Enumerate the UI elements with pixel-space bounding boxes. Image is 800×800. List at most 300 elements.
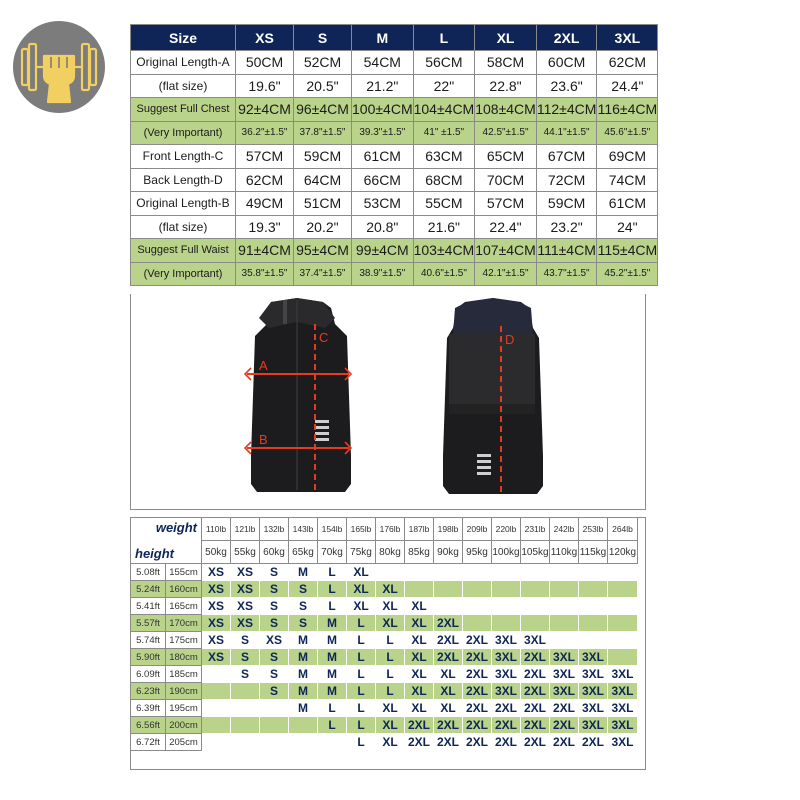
recommended-size: 2XL [434, 615, 463, 632]
label-b: B [259, 432, 268, 447]
recommended-size [521, 598, 550, 615]
size-value: 19.6" [236, 74, 294, 98]
recommended-size [202, 734, 231, 751]
weight-lb: 198lb [434, 518, 463, 541]
recommended-size: 3XL [579, 683, 608, 700]
size-value: 24.4" [597, 74, 658, 98]
recommended-size: 3XL [521, 632, 550, 649]
recommended-size: L [347, 666, 376, 683]
recommended-size: XL [376, 581, 405, 598]
recommended-size: 3XL [579, 666, 608, 683]
size-value: 42.5"±1.5" [475, 121, 537, 145]
recommended-size: 3XL [550, 666, 579, 683]
recommended-size [550, 581, 579, 598]
size-row-label: (flat size) [131, 74, 236, 98]
recommended-size: L [318, 581, 347, 598]
size-row-label: Suggest Full Chest [131, 98, 236, 122]
recommended-size: 3XL [550, 683, 579, 700]
recommended-size: XS [202, 615, 231, 632]
size-value: 22.4" [475, 215, 537, 239]
weight-lb: 176lb [376, 518, 405, 541]
label-d: D [505, 332, 515, 347]
height-row [131, 615, 638, 632]
recommended-size: XL [376, 734, 405, 751]
size-value: 19.3" [236, 215, 294, 239]
recommended-size: S [231, 632, 260, 649]
recommended-size [608, 649, 638, 666]
recommended-size: 2XL [521, 683, 550, 700]
height-axis-label: height [135, 546, 174, 561]
size-value: 59CM [536, 192, 597, 216]
height-cm: 165cm [166, 598, 202, 615]
size-row [131, 215, 658, 239]
recommended-size: 2XL [434, 649, 463, 666]
label-a: A [259, 358, 268, 373]
weight-kg: 115kg [579, 541, 608, 564]
recommended-size: 3XL [608, 683, 638, 700]
size-row-label: Original Length-A [131, 51, 236, 75]
recommended-size [579, 581, 608, 598]
size-value: 104±4CM [413, 98, 475, 122]
recommended-size: 3XL [608, 717, 638, 734]
recommended-size: M [318, 649, 347, 666]
recommended-size [608, 581, 638, 598]
recommended-size: L [347, 615, 376, 632]
recommended-size: XL [376, 598, 405, 615]
size-row [131, 121, 658, 145]
recommended-size: M [289, 666, 318, 683]
recommended-size: XL [434, 683, 463, 700]
height-cm: 170cm [166, 615, 202, 632]
weight-lb: 154lb [318, 518, 347, 541]
recommended-size [492, 598, 521, 615]
recommended-size [492, 581, 521, 598]
height-ft: 5.41ft [131, 598, 166, 615]
size-value: 24" [597, 215, 658, 239]
recommended-size [376, 564, 405, 581]
weight-kg: 90kg [434, 541, 463, 564]
recommended-size: XS [231, 581, 260, 598]
recommended-size [550, 615, 579, 632]
height-ft: 5.24ft [131, 581, 166, 598]
size-value: 116±4CM [597, 98, 658, 122]
size-value: 21.6" [413, 215, 475, 239]
size-value: 92±4CM [236, 98, 294, 122]
recommended-size: XS [231, 615, 260, 632]
weight-lb: 264lb [608, 518, 638, 541]
size-row [131, 98, 658, 122]
recommended-size: 3XL [579, 700, 608, 717]
size-value: 108±4CM [475, 98, 537, 122]
gym-fist-dumbbell-logo [12, 20, 106, 114]
weight-lb: 165lb [347, 518, 376, 541]
height-ft: 5.74ft [131, 632, 166, 649]
size-value: 43.7"±1.5" [536, 262, 597, 286]
recommended-size: S [260, 683, 289, 700]
recommended-size: 2XL [405, 717, 434, 734]
recommended-size [550, 598, 579, 615]
height-row [131, 581, 638, 598]
size-row [131, 192, 658, 216]
size-value: 62CM [236, 168, 294, 192]
vest-back-image [443, 298, 543, 496]
size-value: 21.2" [352, 74, 414, 98]
label-c: C [319, 330, 329, 345]
size-value: 60CM [536, 51, 597, 75]
height-ft: 5.57ft [131, 615, 166, 632]
weight-lb: 253lb [579, 518, 608, 541]
recommended-size [608, 615, 638, 632]
weight-kg: 50kg [202, 541, 231, 564]
recommended-size: L [376, 649, 405, 666]
recommended-size: S [289, 615, 318, 632]
height-cm: 180cm [166, 649, 202, 666]
recommended-size [202, 683, 231, 700]
recommended-size: XS [231, 564, 260, 581]
recommended-size: L [318, 598, 347, 615]
recommended-size: 2XL [463, 649, 492, 666]
size-row-label: (Very Important) [131, 121, 236, 145]
recommended-size: 3XL [608, 700, 638, 717]
recommended-size: XS [202, 598, 231, 615]
size-row-label: Suggest Full Waist [131, 239, 236, 263]
recommended-size: XL [405, 683, 434, 700]
recommended-size: XS [202, 649, 231, 666]
weight-lb: 209lb [463, 518, 492, 541]
size-value: 68CM [413, 168, 475, 192]
recommended-size: 2XL [521, 666, 550, 683]
recommended-size [231, 717, 260, 734]
recommended-size: M [318, 615, 347, 632]
recommended-size: 2XL [550, 700, 579, 717]
size-row [131, 145, 658, 169]
size-value: 20.8" [352, 215, 414, 239]
recommended-size: S [260, 581, 289, 598]
size-value: 58CM [475, 51, 537, 75]
size-header-xs: XS [236, 25, 294, 51]
recommended-size [318, 734, 347, 751]
height-ft: 5.08ft [131, 564, 166, 581]
recommended-size [260, 734, 289, 751]
recommended-size [434, 581, 463, 598]
size-value: 52CM [294, 51, 352, 75]
height-row [131, 649, 638, 666]
size-header-m: M [352, 25, 414, 51]
recommended-size: XL [434, 700, 463, 717]
weight-kg: 55kg [231, 541, 260, 564]
recommended-size [463, 598, 492, 615]
size-row-label: Original Length-B [131, 192, 236, 216]
recommended-size: 3XL [492, 683, 521, 700]
recommended-size [492, 564, 521, 581]
weight-lb: 242lb [550, 518, 579, 541]
recommended-size: L [318, 700, 347, 717]
size-value: 95±4CM [294, 239, 352, 263]
recommended-size [231, 700, 260, 717]
weight-lb: 121lb [231, 518, 260, 541]
size-value: 103±4CM [413, 239, 475, 263]
recommended-size: 2XL [463, 700, 492, 717]
recommended-size [260, 700, 289, 717]
size-value: 54CM [352, 51, 414, 75]
height-cm: 155cm [166, 564, 202, 581]
recommended-size: M [318, 666, 347, 683]
recommended-size: S [260, 666, 289, 683]
recommended-size: 2XL [434, 717, 463, 734]
recommended-size [608, 598, 638, 615]
recommended-size: XL [405, 700, 434, 717]
size-value: 22.8" [475, 74, 537, 98]
size-value: 91±4CM [236, 239, 294, 263]
recommended-size: XL [347, 581, 376, 598]
size-value: 23.2" [536, 215, 597, 239]
size-value: 38.9"±1.5" [352, 262, 414, 286]
recommended-size: 3XL [492, 666, 521, 683]
height-row [131, 598, 638, 615]
height-row [131, 666, 638, 683]
weight-lb: 132lb [260, 518, 289, 541]
size-value: 53CM [352, 192, 414, 216]
height-row [131, 734, 638, 751]
weight-lb: 231lb [521, 518, 550, 541]
weight-kg: 80kg [376, 541, 405, 564]
recommended-size: M [289, 632, 318, 649]
recommended-size: 3XL [579, 717, 608, 734]
recommended-size: XS [231, 598, 260, 615]
size-value: 39.3"±1.5" [352, 121, 414, 145]
height-ft: 5.90ft [131, 649, 166, 666]
size-value: 74CM [597, 168, 658, 192]
weight-kg: 105kg [521, 541, 550, 564]
recommended-size: 2XL [579, 734, 608, 751]
recommended-size [202, 717, 231, 734]
size-value: 63CM [413, 145, 475, 169]
recommended-size: XL [405, 666, 434, 683]
height-cm: 195cm [166, 700, 202, 717]
size-value: 23.6" [536, 74, 597, 98]
recommended-size: 2XL [521, 717, 550, 734]
weight-kg: 65kg [289, 541, 318, 564]
weight-kg: 100kg [492, 541, 521, 564]
recommended-size [579, 632, 608, 649]
size-value: 99±4CM [352, 239, 414, 263]
size-value: 70CM [475, 168, 537, 192]
weight-kg: 95kg [463, 541, 492, 564]
recommended-size [608, 632, 638, 649]
height-ft: 6.09ft [131, 666, 166, 683]
recommended-size [579, 598, 608, 615]
recommended-size: XL [376, 615, 405, 632]
size-row-label: (flat size) [131, 215, 236, 239]
size-row [131, 74, 658, 98]
size-value: 61CM [597, 192, 658, 216]
recommended-size [405, 564, 434, 581]
recommended-size [463, 564, 492, 581]
size-header-label: Size [131, 25, 236, 51]
size-row [131, 51, 658, 75]
recommended-size: 2XL [492, 700, 521, 717]
size-value: 36.2"±1.5" [236, 121, 294, 145]
height-cm: 175cm [166, 632, 202, 649]
weight-lb: 110lb [202, 518, 231, 541]
recommended-size: S [260, 564, 289, 581]
size-value: 59CM [294, 145, 352, 169]
recommended-size: M [289, 649, 318, 666]
recommended-size: 2XL [492, 717, 521, 734]
height-cm: 200cm [166, 717, 202, 734]
size-row [131, 239, 658, 263]
size-value: 22" [413, 74, 475, 98]
height-row [131, 700, 638, 717]
size-value: 72CM [536, 168, 597, 192]
recommended-size: L [376, 632, 405, 649]
size-value: 44.1"±1.5" [536, 121, 597, 145]
recommended-size [434, 598, 463, 615]
size-value: 51CM [294, 192, 352, 216]
size-row [131, 262, 658, 286]
recommended-size: S [231, 649, 260, 666]
recommended-size [550, 564, 579, 581]
size-value: 55CM [413, 192, 475, 216]
recommended-size: 3XL [492, 649, 521, 666]
height-cm: 190cm [166, 683, 202, 700]
size-value: 96±4CM [294, 98, 352, 122]
recommended-size: M [289, 700, 318, 717]
weight-height-corner [131, 518, 202, 564]
recommended-size: S [260, 598, 289, 615]
recommended-size: XS [202, 632, 231, 649]
vest-measurement-diagram [130, 294, 646, 510]
recommended-size: L [347, 717, 376, 734]
recommended-size: 2XL [405, 734, 434, 751]
recommended-size [289, 717, 318, 734]
recommended-size: 2XL [521, 700, 550, 717]
recommended-size [405, 581, 434, 598]
recommended-size: 3XL [550, 649, 579, 666]
recommended-size: L [376, 666, 405, 683]
size-value: 69CM [597, 145, 658, 169]
recommended-size: XL [405, 632, 434, 649]
recommended-size: 2XL [463, 632, 492, 649]
size-row [131, 168, 658, 192]
height-cm: 160cm [166, 581, 202, 598]
size-value: 115±4CM [597, 239, 658, 263]
height-ft: 6.23ft [131, 683, 166, 700]
size-value: 57CM [475, 192, 537, 216]
height-row [131, 683, 638, 700]
size-value: 56CM [413, 51, 475, 75]
height-row [131, 632, 638, 649]
recommended-size: 2XL [550, 717, 579, 734]
recommended-size [260, 717, 289, 734]
height-cm: 205cm [166, 734, 202, 751]
recommended-size [521, 615, 550, 632]
recommended-size [434, 564, 463, 581]
recommended-size [463, 581, 492, 598]
recommended-size: S [260, 649, 289, 666]
recommended-size [521, 564, 550, 581]
size-value: 37.4"±1.5" [294, 262, 352, 286]
size-header-s: S [294, 25, 352, 51]
recommended-size: L [347, 649, 376, 666]
recommended-size: S [260, 615, 289, 632]
recommended-size [550, 632, 579, 649]
recommended-size: 2XL [521, 734, 550, 751]
size-header-xl: XL [475, 25, 537, 51]
recommended-size: XL [405, 649, 434, 666]
size-header-l: L [413, 25, 475, 51]
recommended-size [231, 683, 260, 700]
size-value: 57CM [236, 145, 294, 169]
recommended-size [289, 734, 318, 751]
size-header-3xl: 3XL [597, 25, 658, 51]
recommended-size [202, 700, 231, 717]
recommended-size [579, 564, 608, 581]
size-value: 49CM [236, 192, 294, 216]
recommended-size: XL [405, 598, 434, 615]
size-value: 42.1"±1.5" [475, 262, 537, 286]
recommended-size: 2XL [463, 666, 492, 683]
recommended-size: M [318, 632, 347, 649]
recommended-size: 2XL [434, 734, 463, 751]
recommended-size: L [318, 717, 347, 734]
recommended-size: L [347, 700, 376, 717]
recommended-size: M [289, 683, 318, 700]
weight-lb: 143lb [289, 518, 318, 541]
recommended-size: 3XL [579, 649, 608, 666]
size-value: 41" ±1.5" [413, 121, 475, 145]
recommended-size: L [376, 683, 405, 700]
height-cm: 185cm [166, 666, 202, 683]
recommended-size: L [347, 632, 376, 649]
size-value: 20.5" [294, 74, 352, 98]
weight-kg: 85kg [405, 541, 434, 564]
size-value: 64CM [294, 168, 352, 192]
weight-kg: 120kg [608, 541, 638, 564]
recommended-size: 2XL [521, 649, 550, 666]
size-value: 62CM [597, 51, 658, 75]
weight-kg: 75kg [347, 541, 376, 564]
recommended-size: XL [405, 615, 434, 632]
recommended-size [492, 615, 521, 632]
size-value: 67CM [536, 145, 597, 169]
recommended-size [231, 734, 260, 751]
recommended-size: XL [347, 564, 376, 581]
weight-lb: 187lb [405, 518, 434, 541]
recommended-size: 2XL [434, 632, 463, 649]
recommended-size: M [289, 564, 318, 581]
recommended-size: 3XL [608, 734, 638, 751]
recommended-size: L [347, 734, 376, 751]
weight-lb: 220lb [492, 518, 521, 541]
size-value: 112±4CM [536, 98, 597, 122]
size-value: 50CM [236, 51, 294, 75]
recommended-size: XS [202, 564, 231, 581]
height-ft: 6.39ft [131, 700, 166, 717]
weight-axis-label: weight [155, 520, 197, 535]
vest-front-image [245, 298, 351, 492]
height-row [131, 564, 638, 581]
recommended-size: S [231, 666, 260, 683]
recommended-size: 3XL [492, 632, 521, 649]
size-value: 100±4CM [352, 98, 414, 122]
height-ft: 6.72ft [131, 734, 166, 751]
recommended-size: 2XL [492, 734, 521, 751]
recommended-size: XL [376, 700, 405, 717]
size-value: 107±4CM [475, 239, 537, 263]
recommended-size: L [318, 564, 347, 581]
height-ft: 6.56ft [131, 717, 166, 734]
